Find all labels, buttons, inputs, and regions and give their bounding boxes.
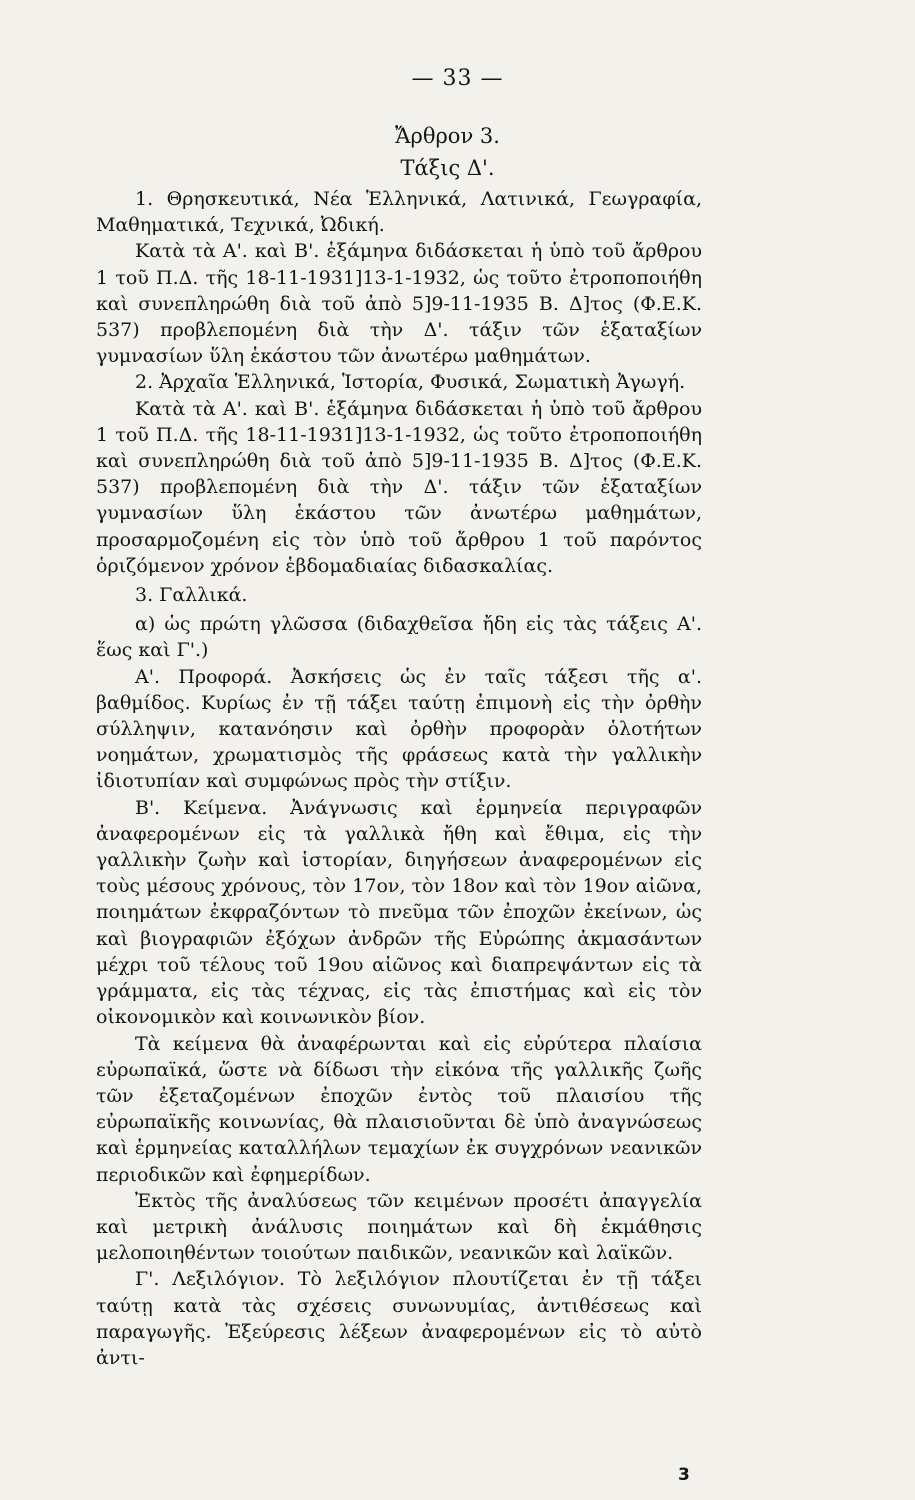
paragraph-texts-european: Τὰ κείμενα θὰ ἀναφέρωνται καὶ εἰς εὐρύτερα πλαίσια εὐρωπαϊκά, ὥστε νὰ δίδωσι τὴν εἰκόνα τῆς γαλλικῆς ζωῆς τῶν ἐξεταζομένων ἐποχῶν ἐντὸς τοῦ πλαισίου τῆς εὐρωπαϊκῆς κοινωνίας, θὰ πλαισιοῦνται δὲ ὑπὸ ἀναγνώσεως καὶ ἑρμηνείας καταλλήλων τεμαχίων ἐκ συγχρόνων νεανικῶν περιοδικῶν καὶ ἐφημερίδων. (96, 1032, 702, 1186)
page-number: — 33 — (411, 66, 504, 91)
printer-signature-mark: 3 (678, 1465, 690, 1485)
paragraph-french-first-language: α) ὡς πρώτη γλῶσσα (διδαχθεῖσα ἤδη εἰς τὰς τάξεις Α'. ἕως καὶ Γ'.) (96, 613, 702, 662)
paragraph-texts: Β'. Κείμενα. Ἀνάγνωσις καὶ ἑρμηνεία περιγραφῶν ἀναφερομένων εἰς τὰ γαλλικὰ ἤθη καὶ ἔθιμα, εἰς τὴν γαλλικὴν ζωὴν καὶ ἱστορίαν, διηγήσεων ἀναφερομένων εἰς τοὺς μέσους χρόνους, τὸν 17ον, τὸν 18ον καὶ τὸν 19ον αἰῶνα, ποιημάτων ἐκφραζόντων τὸ πνεῦμα τῶν ἐποχῶν ἐκείνων, ὡς καὶ βιογραφιῶν ἐξόχων ἀνδρῶν τῆς Εὐρώπης ἀκμασάντων μέχρι τοῦ τέλους τοῦ 19ου αἰῶνος καὶ διαπρεψάντων εἰς τὰ γράμματα, εἰς τὰς τέχνας, εἰς τὰς ἐπιστήμας καὶ εἰς τὸν οἰκονομικὸν καὶ κοινωνικὸν βίον. (96, 796, 702, 1029)
body-text (96, 186, 702, 1371)
paragraph-french-heading: 3. Γαλλικά. (135, 584, 248, 607)
paragraph-subjects-1-content: Κατὰ τὰ Α'. καὶ Β'. ἑξάμηνα διδάσκεται ἡ ὑπὸ τοῦ ἄρθρου 1 τοῦ Π.Δ. τῆς 18-11-1931]13-1-1932, ὡς τοῦτο ἐτροποποιήθη καὶ συνεπληρώθη διὰ τοῦ ἀπὸ 5]9-11-1935 Β. Δ]τος (Φ.Ε.Κ. 537) προβλεπομένη διὰ τὴν Δ'. τάξιν τῶν ἑξαταξίων γυμνασίων ὕλη ἑκάστου τῶν ἀνωτέρω μαθημάτων. (96, 240, 702, 368)
paragraph-subjects-1: 1. Θρησκευτικά, Νέα Ἑλληνικά, Λατινικά, Γεωγραφία, Μαθηματικά, Τεχνικά, Ὠδική. (96, 188, 702, 237)
paragraph-subjects-2-content: Κατὰ τὰ Α'. καὶ Β'. ἑξάμηνα διδάσκεται ἡ ὑπὸ τοῦ ἄρθρου 1 τοῦ Π.Δ. τῆς 18-11-1931]13-1-1932, ὡς τοῦτο ἐτροποποιήθη καὶ συνεπληρώθη διὰ τοῦ ἀπὸ 5]9-11-1935 Β. Δ]τος (Φ.Ε.Κ. 537) προβλεπομένη διὰ τὴν Δ'. τάξιν τῶν ἑξαταξίων γυμνασίων ὕλη ἑκάστου τῶν ἀνωτέρω μαθημάτων, προσαρμοζομένη εἰς τὸν ὑπὸ τοῦ ἄρθρου 1 τοῦ παρόντος ὁριζόμενον χρόνον ἑβδομαδιαίας διδασκαλίας. (96, 397, 702, 577)
article-title: Ἄρθρον 3. (395, 124, 500, 148)
paragraph-recitation: Ἐκτὸς τῆς ἀναλύσεως τῶν κειμένων προσέτι ἀπαγγελία καὶ μετρικὴ ἀνάλυσις ποιημάτων καὶ δὴ ἐκμάθησις μελοποιηθέντων τοιούτων παιδικῶν, νεανικῶν καὶ λαϊκῶν. (96, 1189, 702, 1265)
paragraph-vocabulary: Γ'. Λεξιλόγιον. Τὸ λεξιλόγιον πλουτίζεται ἐν τῇ τάξει ταύτῃ κατὰ τὰς σχέσεις συνωνυμίας, ἀντιθέσεως καὶ παραγωγῆς. Ἐξεύρεσις λέξεων ἀναφερομένων εἰς τὸ αὐτὸ ἀντι- (96, 1268, 702, 1369)
paragraph-pronunciation: Α'. Προφορά. Ἀσκήσεις ὡς ἐν ταῖς τάξεσι τῆς α'. βαθμίδος. Κυρίως ἐν τῇ τάξει ταύτῃ ἐπιμονὴ εἰς τὴν ὀρθὴν σύλληψιν, κατανόησιν καὶ ὀρθὴν προφορὰν ὁλοτήτων νοημάτων, χρωματισμὸς τῆς φράσεως κατὰ τὴν γαλλικὴν ἰδιοτυπίαν καὶ συμφώνως πρὸς τὴν στίξιν. (96, 665, 702, 793)
class-title: Τάξις Δ'. (400, 156, 495, 180)
paragraph-subjects-2: 2. Ἀρχαῖα Ἑλληνικά, Ἱστορία, Φυσικά, Σωματικὴ Ἀγωγή. (135, 371, 686, 394)
